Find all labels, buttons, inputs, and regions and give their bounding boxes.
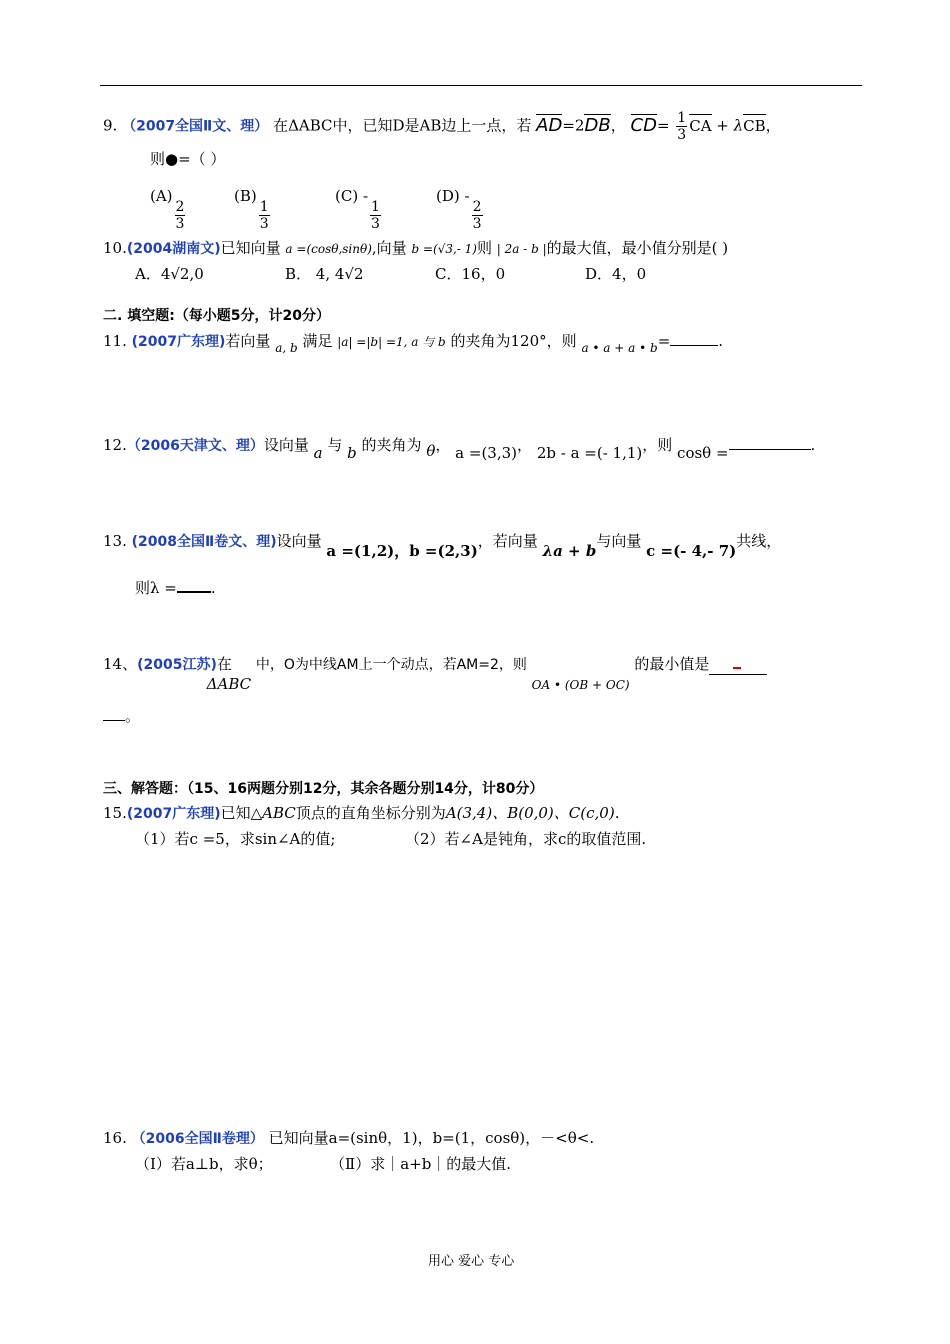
question-16-part1: （Ⅰ）若a⊥b，求θ； xyxy=(135,1155,273,1173)
q9-option-a xyxy=(150,186,187,232)
question-10-options xyxy=(135,264,695,284)
q16-text-a: 已知向量 xyxy=(268,1129,329,1147)
question-13-line2 xyxy=(135,578,216,598)
q14-expr: OA • (OB + OC) xyxy=(531,678,630,692)
q12-comma2: ， xyxy=(517,436,533,454)
q12-number: 12. xyxy=(103,436,127,454)
q12-text-c: 的夹角为 xyxy=(361,436,422,454)
q9-option-d xyxy=(436,186,485,232)
q9-eq: = xyxy=(656,116,670,135)
section-3-title: 三、解答题：（15、16两题分别12分，其余各题分别14分，计80分） xyxy=(103,781,544,797)
q14-triangle: ΔABC xyxy=(206,675,252,693)
question-16-line1 xyxy=(103,1128,594,1149)
q11-text-a: 若向量 xyxy=(225,332,271,350)
q13-eq2: c =(- 4,- 7) xyxy=(646,542,737,560)
q9-opt-b-den: 3 xyxy=(259,216,269,232)
q12-eq1: a =(3,3) xyxy=(455,444,518,462)
q13-text-d: 共线， xyxy=(736,532,782,550)
q16-number: 16. xyxy=(103,1129,127,1147)
q13-number: 13. xyxy=(103,532,127,550)
question-9-line2: 则●=（ ） xyxy=(150,150,226,168)
q9-opt-b-num: 1 xyxy=(259,199,269,215)
q15-points: A(3,4)、B(0,0)、C(c,0) xyxy=(445,804,615,822)
vector-ca: CA xyxy=(689,116,712,135)
q13-text-b: ，若向量 xyxy=(477,532,538,550)
header-rule xyxy=(100,85,862,86)
vector-db: DB xyxy=(584,114,611,136)
q9-frac-den: 3 xyxy=(677,127,687,143)
q9-number: 9. xyxy=(103,116,118,135)
q13-text-a: 设向量 xyxy=(276,532,322,550)
q14-answer-blank[interactable] xyxy=(709,654,767,675)
vector-cb: CB xyxy=(743,116,766,135)
q10-option-d: D．4，0 xyxy=(585,265,647,283)
q12-theta: θ xyxy=(426,442,436,460)
q9-plus-lambda: + λ xyxy=(711,116,744,135)
question-13-line1 xyxy=(103,531,782,560)
q16-b-def: b=(1，cosθ)，－<θ<. xyxy=(432,1129,595,1147)
q11-answer-blank[interactable] xyxy=(670,345,718,346)
q9-opt-b-frac xyxy=(259,199,270,232)
q11-cond: |a| =|b| =1, a 与 b xyxy=(337,335,446,349)
q12-source: （2006天津文、理） xyxy=(126,438,264,454)
q10-number: 10. xyxy=(103,239,127,257)
q13-eq1: a =(1,2)，b =(2,3) xyxy=(326,542,478,560)
q9-end: ， xyxy=(765,116,781,135)
q15-text-b: 顶点的直角坐标分别为 xyxy=(295,804,446,822)
q13-end: . xyxy=(210,579,216,597)
q15-end: . xyxy=(614,804,620,822)
q9-opt-d-num: 2 xyxy=(472,199,482,215)
q14-text-b: 中，O为中线AM上一个动点，若AM=2，则 xyxy=(255,657,527,673)
q10-text-c: 则 xyxy=(476,239,492,257)
q13-lambda: 则λ = xyxy=(135,579,177,597)
q12-text-d: ，则 xyxy=(642,436,673,454)
q9-opt-d-den: 3 xyxy=(472,216,482,232)
q12-eq2: 2b - a =(- 1,1) xyxy=(536,444,643,462)
question-11 xyxy=(103,331,724,355)
q9-opt-d-label: (D) - xyxy=(436,187,470,205)
q12-answer-blank[interactable] xyxy=(729,449,811,450)
q15-number: 15. xyxy=(103,804,127,822)
q10-text-a: 已知向量 xyxy=(220,239,281,257)
q14-answer-blank-cont[interactable] xyxy=(103,720,125,721)
q9-opt-b-label: (B) xyxy=(234,187,257,205)
q9-comma: ， xyxy=(610,116,626,135)
question-16-part2: （Ⅱ）求｜a+b｜的最大值. xyxy=(330,1155,512,1173)
q10-expr: | 2a - b | xyxy=(496,242,547,256)
q13-text-c: 与向量 xyxy=(596,532,642,550)
q15-triangle: ABC xyxy=(262,804,296,822)
q16-a-def: a=(sinθ，1)， xyxy=(328,1129,433,1147)
q12-text-a: 设向量 xyxy=(263,436,309,454)
q10-a-def: a =(cosθ,sinθ) xyxy=(285,242,372,256)
q9-fraction xyxy=(676,110,687,143)
question-15-part1: （1）若c =5，求sin∠A的值; xyxy=(135,830,336,848)
q12-comma1: ， xyxy=(435,436,451,454)
q9-eq2: =2 xyxy=(562,116,585,135)
q10-option-a: A．4√2,0 xyxy=(135,265,204,283)
vector-ad: AD xyxy=(536,114,563,136)
red-cursor-mark xyxy=(733,667,741,669)
q11-text-b: 满足 xyxy=(302,332,333,350)
q15-source: (2007广东理) xyxy=(126,806,221,822)
q10-text-b: ,向量 xyxy=(371,239,407,257)
question-12 xyxy=(103,435,816,462)
q9-opt-c-label: (C) - xyxy=(335,187,369,205)
q11-expr: a • a + a • b xyxy=(581,341,658,355)
q9-opt-a-label: (A) xyxy=(150,187,173,205)
q9-opt-a-frac xyxy=(175,199,186,232)
q13-answer-blank[interactable] xyxy=(177,591,211,593)
question-10-line1 xyxy=(103,238,728,259)
section-2-title: 二. 填空题:（每小题5分，计20分） xyxy=(103,308,331,324)
q9-option-c xyxy=(335,186,383,232)
q9-opt-d-frac xyxy=(472,199,483,232)
q11-end: . xyxy=(718,332,724,350)
question-15-part2: （2）若∠A是钝角，求c的取值范围. xyxy=(405,830,647,848)
q12-text-b: 与 xyxy=(327,436,343,454)
question-14-line2 xyxy=(103,706,140,726)
page-footer: 用心 爱心 专心 xyxy=(428,1254,515,1269)
q10-b-def: b =(√3,- 1) xyxy=(411,242,477,256)
q14-number: 14、 xyxy=(103,655,138,673)
q10-text-d: 的最大值，最小值分别是( ) xyxy=(546,239,729,257)
q14-text-c: 的最小值是 xyxy=(634,655,710,673)
q10-option-c: C．16，0 xyxy=(435,265,506,283)
q9-opt-c-num: 1 xyxy=(371,199,380,215)
q11-text-c: 的夹角为120°，则 xyxy=(450,332,577,350)
q12-end: . xyxy=(810,436,816,454)
question-15-line1 xyxy=(103,803,619,824)
question-14-line1 xyxy=(103,654,767,693)
vector-cd: CD xyxy=(630,114,657,136)
q10-option-b: B． 4, 4√2 xyxy=(285,265,364,283)
q13-combination: λa + b xyxy=(542,542,597,560)
q12-cos: cosθ = xyxy=(677,444,729,462)
q12-vector-b: b xyxy=(347,444,357,462)
q11-vars: a, b xyxy=(275,341,298,355)
q9-opt-c-frac xyxy=(370,199,381,232)
q9-option-b xyxy=(234,186,272,232)
q9-frac-num: 1 xyxy=(677,110,687,126)
q9-source: （2007全国Ⅱ文、理） xyxy=(122,118,269,135)
q9-opt-c-den: 3 xyxy=(371,216,380,232)
q16-source: （2006全国Ⅱ卷理） xyxy=(131,1131,264,1147)
q9-opt-a-num: 2 xyxy=(175,199,185,215)
q11-number: 11. xyxy=(103,332,127,350)
q11-source: (2007广东理) xyxy=(131,334,226,350)
q12-vector-a: a xyxy=(313,444,323,462)
q10-source: (2004湖南文) xyxy=(126,241,221,257)
question-9-line1 xyxy=(103,110,781,143)
q9-opt-a-den: 3 xyxy=(175,216,185,232)
q11-eq: = xyxy=(657,332,671,350)
q9-text: 在ΔABC中，已知D是AB边上一点，若 xyxy=(273,116,532,135)
q15-text-a: 已知△ xyxy=(220,804,263,822)
q14-source: (2005江苏) xyxy=(137,657,217,673)
q14-end: 。 xyxy=(125,707,141,725)
q14-text-a: 在 xyxy=(216,655,232,673)
q13-source: (2008全国Ⅱ卷文、理) xyxy=(131,534,277,550)
